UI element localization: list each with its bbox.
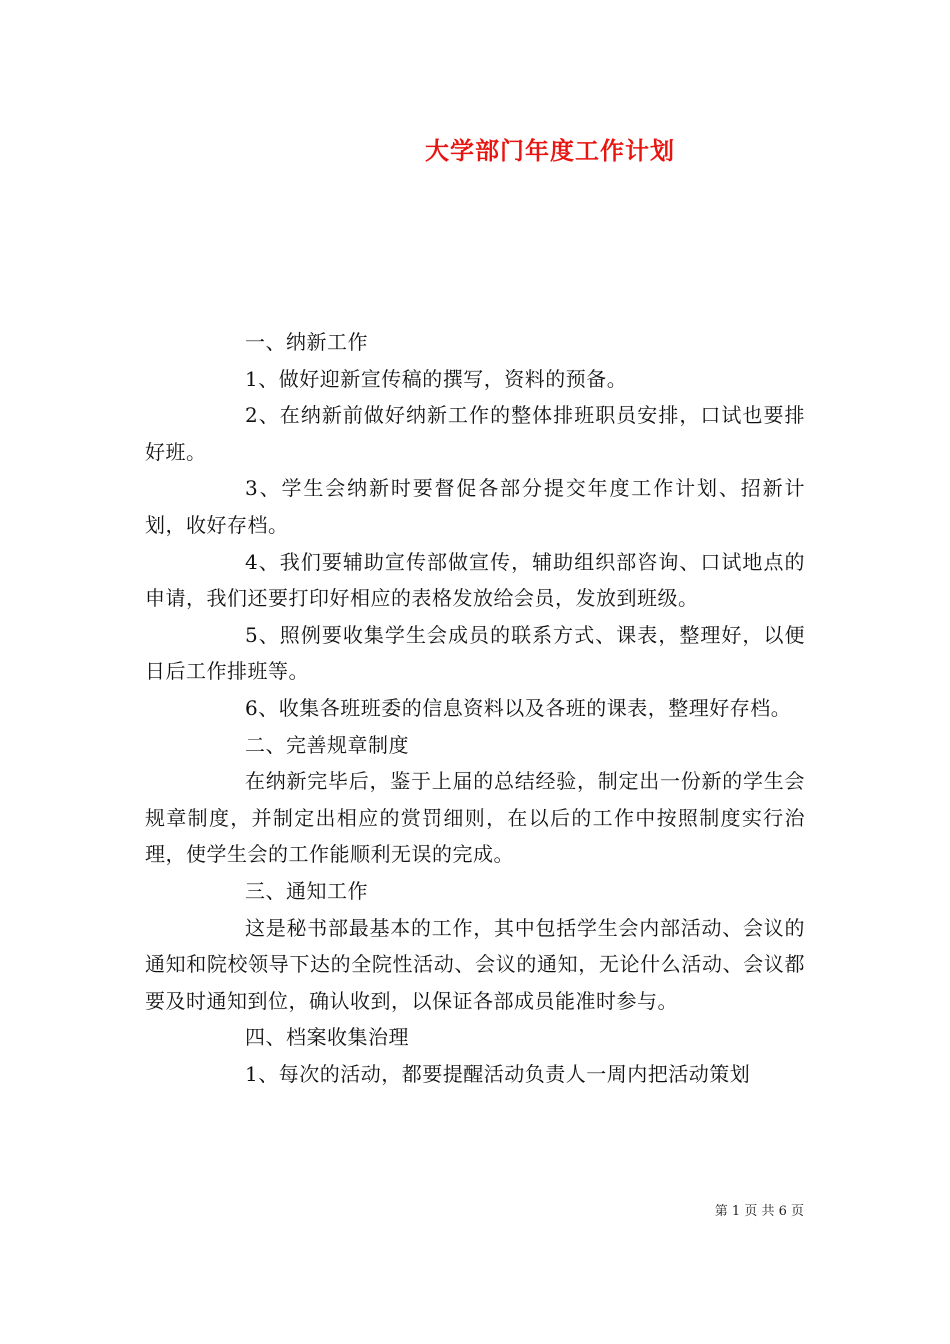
section-heading-rules: 二、完善规章制度 [245,732,409,757]
section-heading-recruitment: 一、纳新工作 [245,330,368,354]
paragraph: 3、学生会纳新时要督促各部分提交年度工作计划、招新计划，收好存档。 [145,476,805,537]
paragraph: 6、收集各班班委的信息资料以及各班的课表，整理好存档。 [245,695,792,720]
document-title: 大学部门年度工作计划 [425,137,675,165]
paragraph: 1、每次的活动，都要提醒活动负责人一周内把活动策划 [245,1061,751,1086]
paragraph: 1、做好迎新宣传稿的撰写，资料的预备。 [245,366,628,391]
paragraph: 4、我们要辅助宣传部做宣传，辅助组织部咨询、口试地点的申请，我们还要打印好相应的表格发放给会员，发放到班级。 [145,549,805,611]
page-number-footer: 第 1 页 共 6 页 [714,1204,804,1219]
document-body [145,324,805,1092]
section-heading-archives: 四、档案收集治理 [245,1025,409,1050]
paragraph: 这是秘书部最基本的工作，其中包括学生会内部活动、会议的通知和院校领导下达的全院性活动、会议的通知，无论什么活动、会议都要及时通知到位，确认收到，以保证各部成员能准时参与。 [145,915,805,1013]
paragraph: 5、照例要收集学生会成员的联系方式、课表，整理好，以便日后工作排班等。 [145,622,805,684]
paragraph: 在纳新完毕后，鉴于上届的总结经验，制定出一份新的学生会规章制度，并制定出相应的赏罚细则，在以后的工作中按照制度实行治理，使学生会的工作能顺利无误的完成。 [145,769,805,867]
paragraph: 2、在纳新前做好纳新工作的整体排班职员安排，口试也要排好班。 [145,403,805,464]
section-heading-notification: 三、通知工作 [245,878,368,903]
